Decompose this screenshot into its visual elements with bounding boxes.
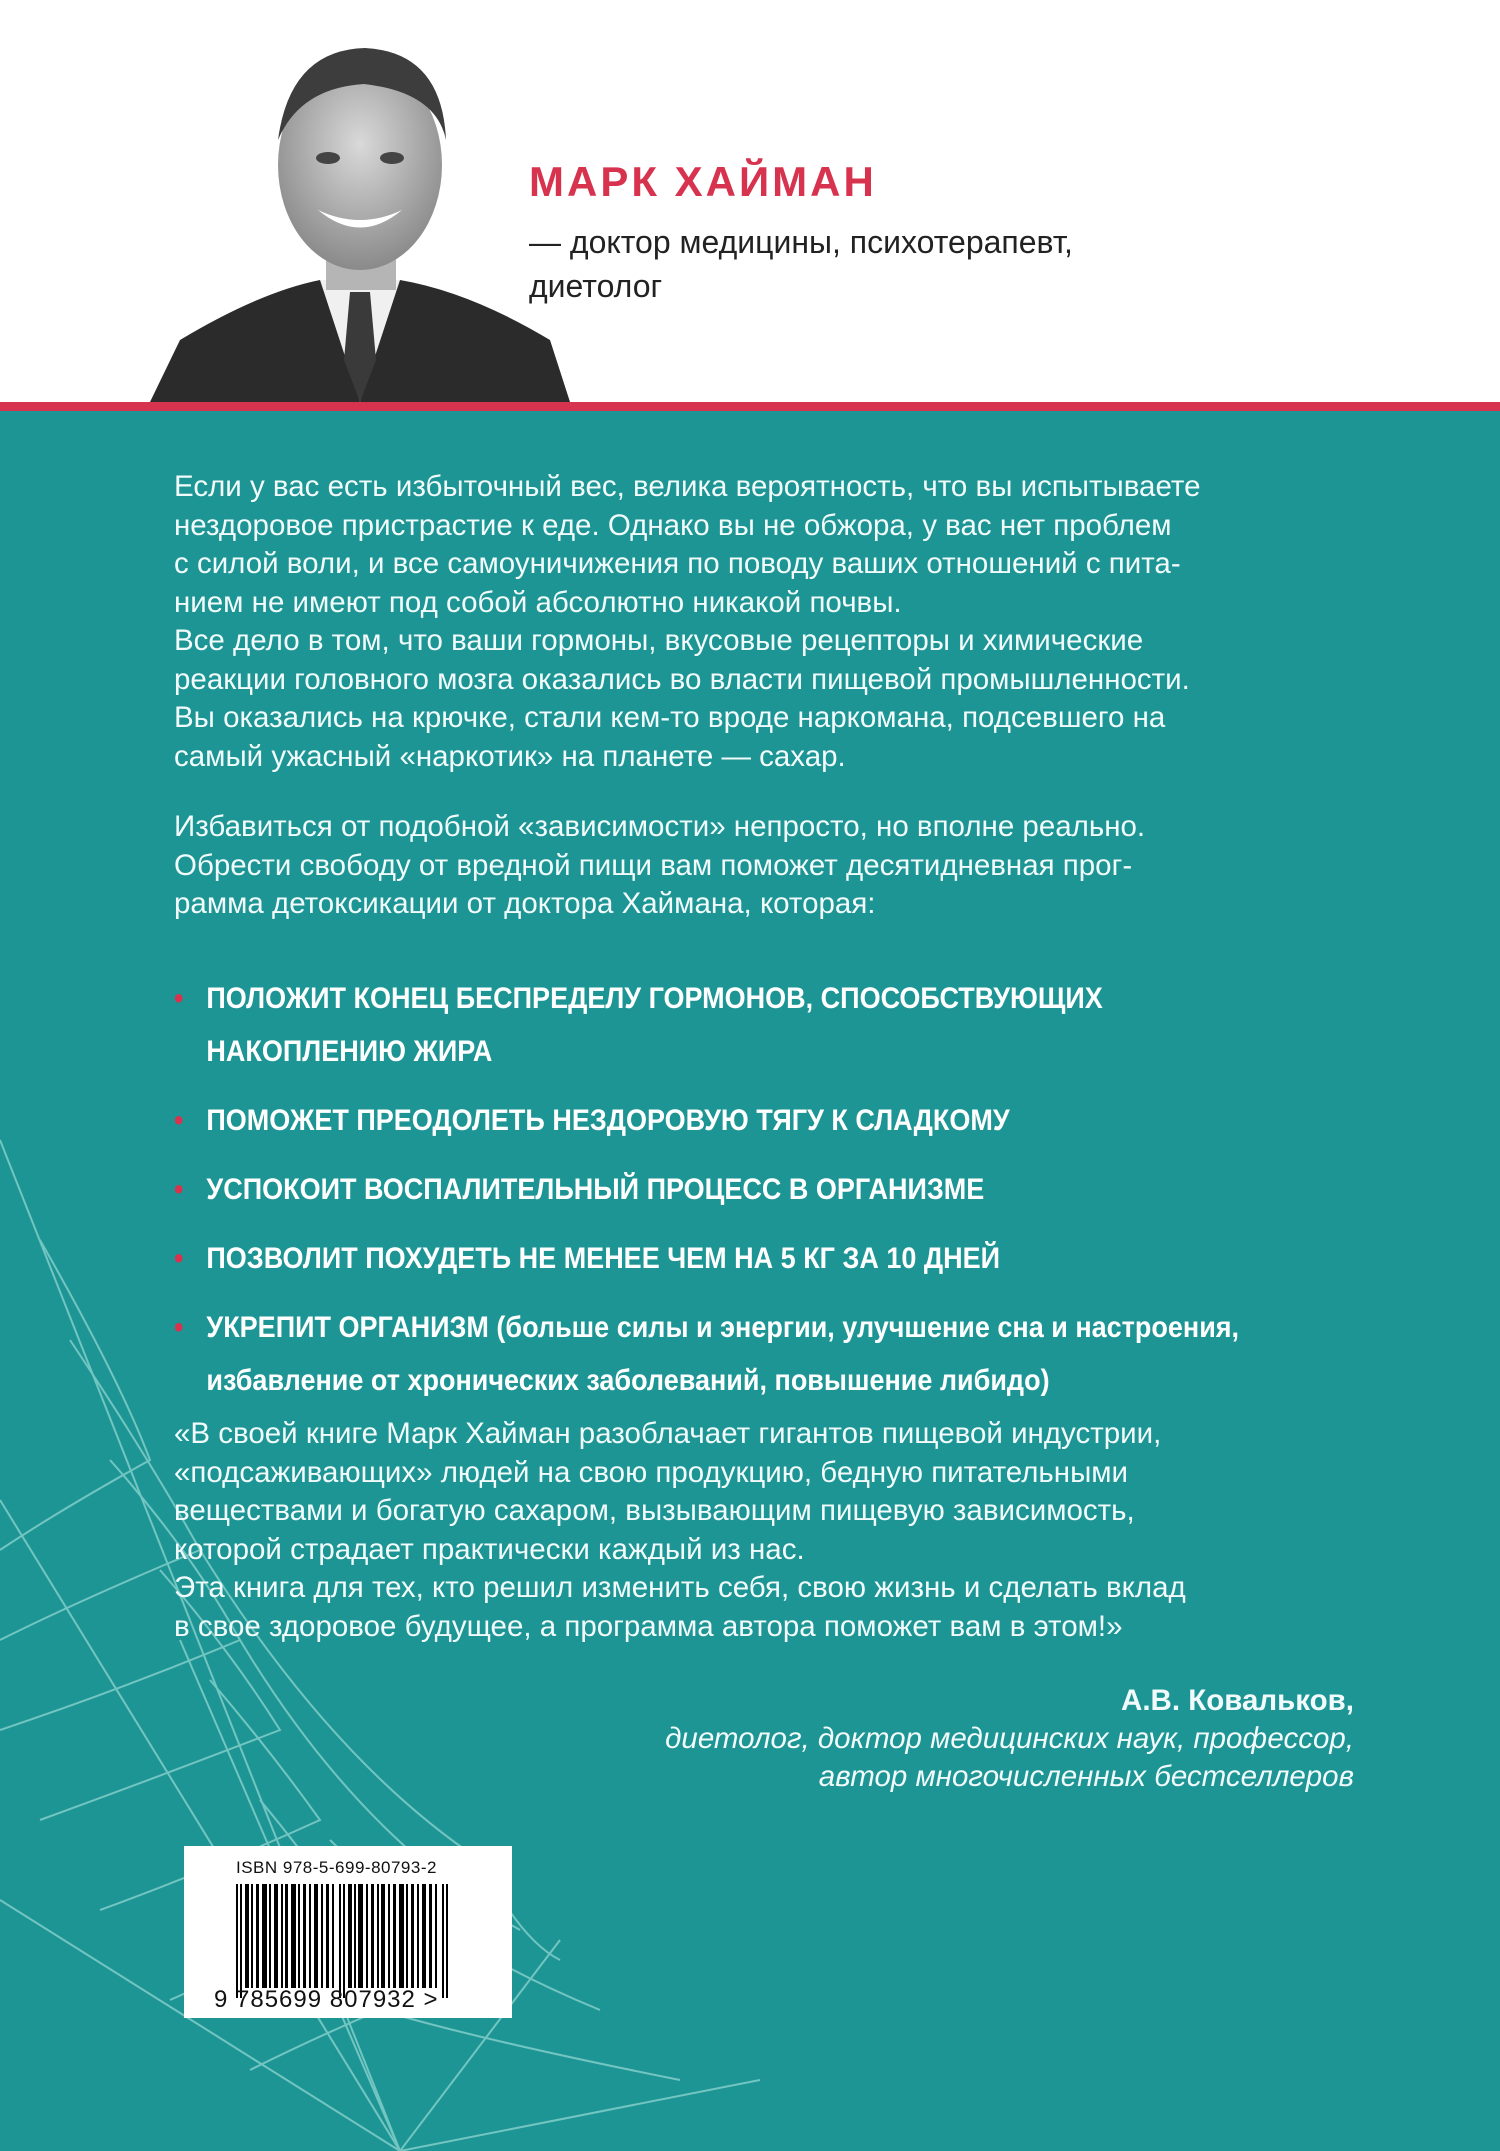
attribution-title: диетолог, доктор медицинских наук, профессор, xyxy=(665,1722,1354,1755)
isbn-label: ISBN 978-5-699-80793-2 xyxy=(236,1858,437,1877)
text-line: Все дело в том, что ваши гормоны, вкусовые рецепторы и химические xyxy=(174,624,1144,657)
text-line: реакции головного мозга оказались во власти пищевой промышленности. xyxy=(174,662,1190,696)
text-line: с силой воли, и все самоуничижения по поводу ваших отношений с пита- xyxy=(174,547,1181,580)
list-item xyxy=(174,1094,1281,1147)
attribution-title: автор многочисленных бестселлеров xyxy=(818,1760,1354,1793)
quote-paragraph xyxy=(174,1415,1374,1646)
bullet-text: ПОМОЖЕТ ПРЕОДОЛЕТЬ НЕЗДОРОВУЮ ТЯГУ К СЛАДКОМУ xyxy=(206,1104,1010,1137)
list-item xyxy=(174,1232,1281,1285)
text-line: самый ужасный «наркотик» на планете — сахар. xyxy=(174,739,846,773)
list-item xyxy=(174,1163,1281,1216)
bullet-icon xyxy=(174,1232,183,1285)
text-line: рамма детоксикации от доктора Хаймана, которая: xyxy=(174,887,876,920)
text-line: Обрести свободу от вредной пищи вам поможет десятидневная прог- xyxy=(174,848,1133,882)
quote-attribution xyxy=(665,1682,1354,1796)
text-line: нием не имеют под собой абсолютно никакой почвы. xyxy=(174,585,902,619)
benefits-list xyxy=(174,972,1404,1423)
attribution-name: А.В. Ковальков, xyxy=(1121,1684,1354,1717)
text-line: «В своей книге Марк Хайман разоблачает гигантов пищевой индустрии, xyxy=(174,1417,1162,1450)
bullet-icon xyxy=(174,1094,183,1147)
author-photo xyxy=(150,30,570,402)
bullet-text: УКРЕПИТ ОРГАНИЗМ xyxy=(206,1311,489,1344)
text-line: Вы оказались на крючке, стали кем-то вроде наркомана, подсевшего на xyxy=(174,701,1166,734)
text-line: «подсаживающих» людей на свою продукцию, бедную питательными xyxy=(174,1455,1129,1489)
bullet-text: ПОЛОЖИТ КОНЕЦ БЕСПРЕДЕЛУ ГОРМОНОВ, СПОСОБСТВУЮЩИХ НАКОПЛЕНИЮ ЖИРА xyxy=(206,982,1103,1068)
author-description-line: — доктор медицины, психотерапевт, xyxy=(529,224,1073,260)
text-line: Эта книга для тех, кто решил изменить себя, свою жизнь и сделать вклад xyxy=(174,1571,1186,1604)
bullet-detail: (больше силы и энергии, улучшение сна и настроения, избавление от хронических заболеваний, повышение либидо) xyxy=(206,1311,1240,1397)
text-line: Избавиться от подобной «зависимости» непросто, но вполне реально. xyxy=(174,810,1146,843)
barcode-digits: 9 785699 807932 > xyxy=(214,1986,439,2013)
intro-paragraph xyxy=(174,468,1374,776)
accent-divider xyxy=(0,402,1500,411)
text-line: веществами и богатую сахаром, вызывающим пищевую зависимость, xyxy=(174,1494,1135,1527)
bullet-text: ПОЗВОЛИТ ПОХУДЕТЬ НЕ МЕНЕЕ ЧЕМ НА 5 КГ ЗА 10 ДНЕЙ xyxy=(206,1242,1001,1275)
bullet-text: УСПОКОИТ ВОСПАЛИТЕЛЬНЫЙ ПРОЦЕСС В ОРГАНИЗМЕ xyxy=(206,1173,985,1206)
bullet-icon xyxy=(174,1163,183,1216)
barcode-block xyxy=(184,1846,512,2018)
author-description xyxy=(529,220,1229,308)
text-line: Если у вас есть избыточный вес, велика вероятность, что вы испытываете xyxy=(174,470,1201,503)
text-line: которой страдает практически каждый из нас. xyxy=(174,1532,805,1566)
author-description-line: диетолог xyxy=(529,268,663,304)
text-line: нездоровое пристрастие к еде. Однако вы не обжора, у вас нет проблем xyxy=(174,508,1172,542)
list-item xyxy=(174,972,1281,1078)
author-name: МАРК ХАЙМАН xyxy=(529,158,877,205)
text-line: в свое здоровое будущее, а программа автора поможет вам в этом!» xyxy=(174,1609,1123,1643)
bullet-icon xyxy=(174,1301,183,1354)
list-item xyxy=(174,1301,1281,1407)
bullet-icon xyxy=(174,972,183,1025)
barcode-icon xyxy=(236,1884,448,1998)
program-paragraph xyxy=(174,808,1374,924)
